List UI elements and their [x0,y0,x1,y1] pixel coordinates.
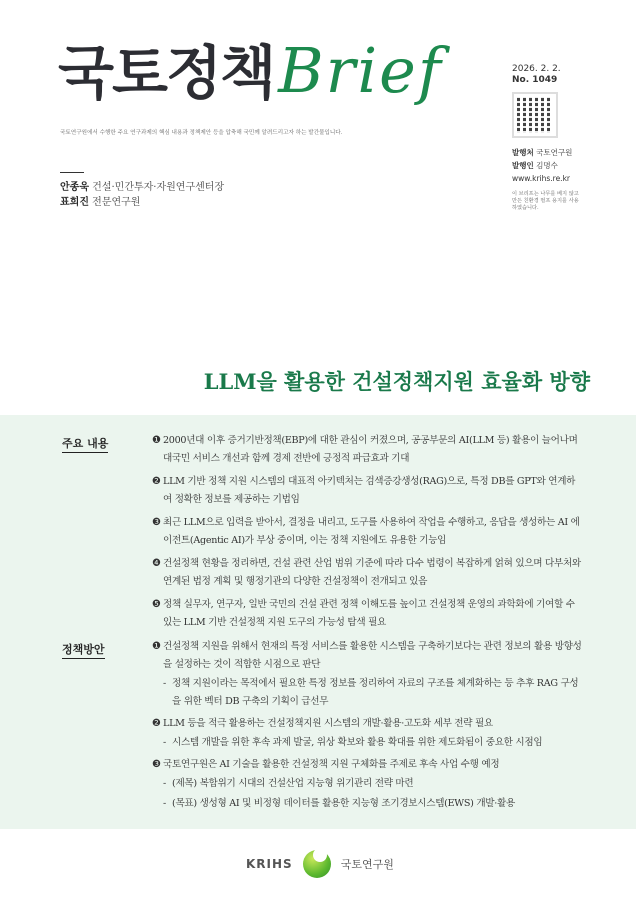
tagline: 국토연구원에서 수행한 주요 연구과제의 핵심 내용과 정책제안 등을 압축해 국민께 알려드리고자 하는 발간물입니다. [60,130,343,136]
paper-note: 이 브리프는 나무를 베지 않고 만든 친환경 펄프 용지를 사용하였습니다. [512,191,579,211]
policy-list [152,638,584,815]
section-label: 주요 내용 [62,435,108,453]
item-text: LLM 기반 정책 지원 시스템의 대표적 아키텍처는 검색증강생성(RAG)으로, 특정 DB를 GPT와 연계하여 정확한 정보를 제공하는 기법임 [163,476,576,505]
author-role: 전문연구원 [92,197,141,208]
number-icon: ❺ [152,599,161,610]
page-title: LLM을 활용한 건설정책지원 효율화 방향 [203,369,590,394]
publisher-label: 발행처 [512,148,534,157]
item-text: 국토연구원은 AI 기술을 활용한 건설정책 지원 구체화를 주제로 후속 사업 수행 예정 [163,759,500,770]
sub-item-text: 시스템 개발을 위한 후속 과제 발굴, 위상 확보와 활용 확대를 위한 제도화됨이 중요한 시점임 [172,737,543,748]
list-item [152,756,584,774]
item-text: LLM 등을 적극 활용하는 건설정책지원 시스템의 개발·활용·고도화 세부 전략 필요 [163,718,493,729]
list-item [152,514,584,550]
list-item [152,473,584,509]
masthead-title-ko: 국토정책 [58,39,275,107]
masthead-title-en: Brief [278,34,443,107]
number-icon: ❷ [152,476,161,487]
author [60,195,224,210]
author-name: 안종욱 [60,182,89,193]
issue-number: No. 1049 [512,75,558,85]
summary-list [152,432,584,637]
list-item [152,638,584,674]
author-role: 건설·민간투자·자원연구센터장 [92,182,225,193]
item-text: 건설정책 현황을 정리하면, 건설 관련 산업 범위 기준에 따라 다수 법령이 복잡하게 얽혀 있으며 다부처와 연계된 법정 계획 및 행정기관의 다양한 건설정책이 전개되고 있음 [163,558,581,587]
issuer-label: 발행인 [512,161,534,170]
number-icon: ❹ [152,558,161,569]
list-item [152,432,584,468]
sub-item: - (목표) 생성형 AI 및 비정형 데이터를 활용한 지능형 조기경보시스템(EWS) 개발·활용 [163,795,584,813]
sub-item: - 시스템 개발을 위한 후속 과제 발굴, 위상 확보와 활용 확대를 위한 제도화됨이 중요한 시점임 [163,734,584,752]
logo-text-en: KRIHS [246,857,293,871]
section-label: 정책방안 [62,641,105,659]
logo-text-ko: 국토연구원 [340,858,394,871]
issuer-name: 김명수 [536,161,558,170]
list-item [152,596,584,632]
sub-item-text: (목표) 생성형 AI 및 비정형 데이터를 활용한 지능형 조기경보시스템(EWS) 개발·활용 [172,798,515,809]
number-icon: ❶ [152,641,161,652]
publisher [512,146,582,159]
masthead-logo [58,34,443,107]
number-icon: ❸ [152,517,161,528]
footer-logo [246,850,394,878]
author-name: 표희진 [60,197,89,208]
publisher-name: 국토연구원 [536,148,573,157]
sub-item-text: 정책 지원이라는 목적에서 필요한 특정 정보를 정리하여 자료의 구조를 체계화하는 등 추후 RAG 구성을 위한 벡터 DB 구축의 기획이 급선무 [172,678,579,707]
krihs-logo-icon [303,850,331,878]
website-link[interactable]: www.krihs.re.kr [512,174,570,183]
item-text: 건설정책 지원을 위해서 현재의 특정 서비스를 활용한 시스템을 구축하기보다는 관련 정보의 활용 방향성을 설정하는 것이 적합한 시점으로 판단 [163,641,582,670]
number-icon: ❶ [152,435,161,446]
sub-item: - (제목) 복합위기 시대의 건설산업 지능형 위기관리 전략 마련 [163,775,584,793]
list-item [152,715,584,733]
author [60,180,224,195]
number-icon: ❸ [152,759,161,770]
qr-code-icon[interactable] [512,92,558,138]
number-icon: ❷ [152,718,161,729]
item-text: 2000년대 이후 증거기반정책(EBP)에 대한 관심이 커졌으며, 공공부문의 AI(LLM 등) 활용이 늘어나며 대국민 서비스 개선과 함께 경제 전반에 긍정적 파급효과 기대 [163,435,578,464]
authors [60,180,224,210]
list-item [152,555,584,591]
item-text: 최근 LLM으로 입력을 받아서, 결정을 내리고, 도구를 사용하여 작업을 수행하고, 응답을 생성하는 AI 에이전트(Agentic AI)가 부상 중이며, 이는 정책 지원에도 유용한 기능임 [163,517,580,546]
sub-item: - 정책 지원이라는 목적에서 필요한 특정 정보를 정리하여 자료의 구조를 체계화하는 등 추후 RAG 구성을 위한 벡터 DB 구축의 기획이 급선무 [163,675,584,711]
issue-date: 2026. 2. 2. [512,64,561,74]
item-text: 정책 실무자, 연구자, 일반 국민의 건설 관련 정책 이해도를 높이고 건설정책 운영의 과학화에 기여할 수 있는 LLM 기반 건설정책 지원 도구의 가능성 탐색 필요 [163,599,575,628]
divider [60,172,84,173]
summary-panel [0,415,636,829]
issue-meta [512,64,582,212]
issuer [512,159,582,172]
sub-item-text: (제목) 복합위기 시대의 건설산업 지능형 위기관리 전략 마련 [172,778,414,789]
